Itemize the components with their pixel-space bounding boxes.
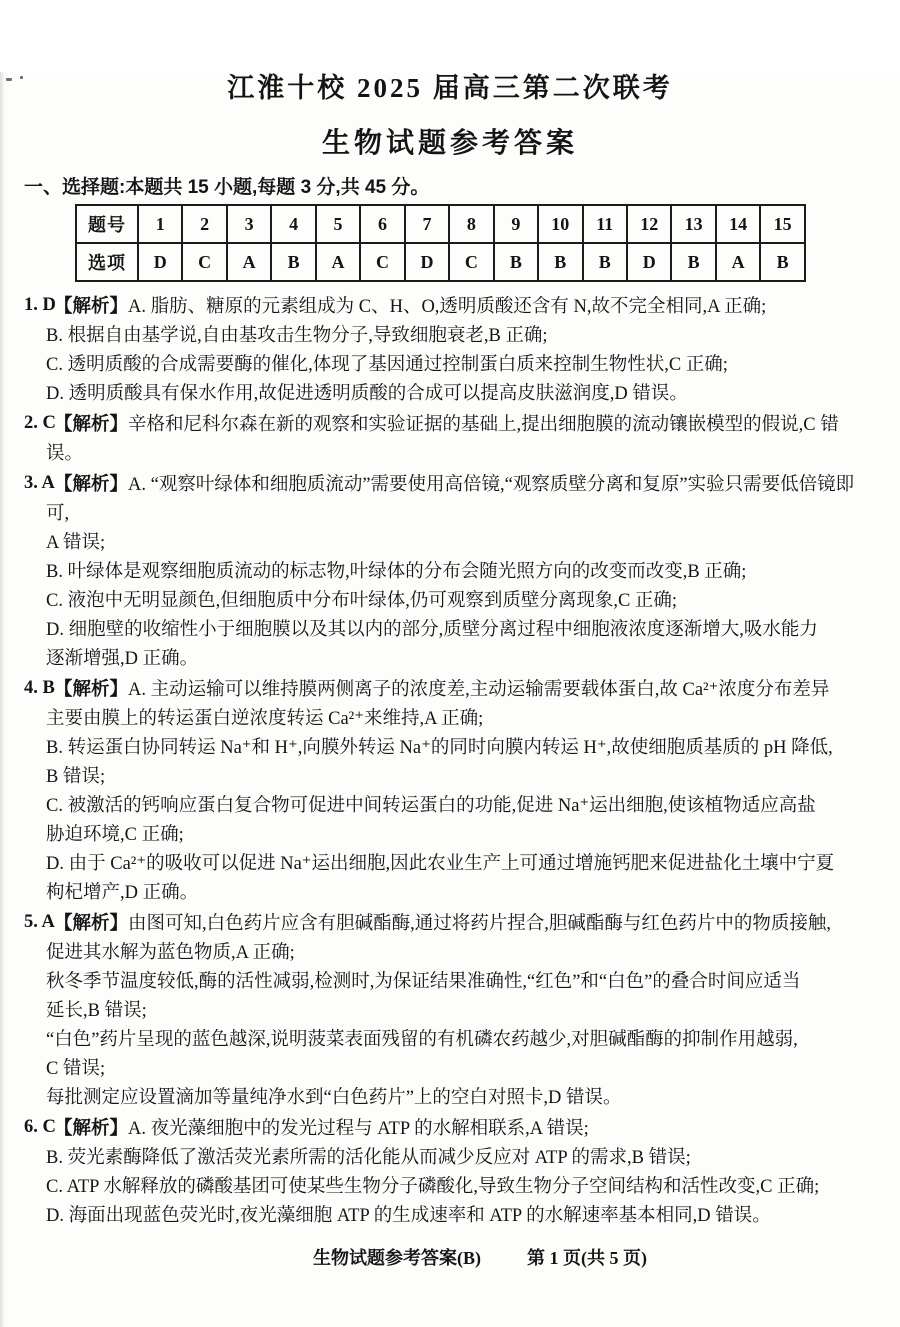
question-number-cell: 2: [182, 205, 226, 243]
answer-option-cell: C: [360, 243, 404, 281]
answer-option-cell: B: [671, 243, 715, 281]
footer-document-title: 生物试题参考答案(B): [313, 1248, 481, 1268]
explanation-item-label: 5. A: [24, 912, 55, 932]
analysis-tag: 【解析】: [54, 912, 129, 933]
explanation-line: D. 透明质酸具有保水作用,故促进透明质酸的合成可以提高皮肤滋润度,D 错误。: [46, 384, 688, 404]
question-number-cell: 14: [716, 205, 760, 243]
explanations-list: [24, 291, 874, 1231]
answer-option-cell: A: [316, 243, 360, 281]
question-number-cell: 15: [760, 205, 805, 243]
explanation-item-label: 6. C: [24, 1117, 56, 1137]
explanation-item: [24, 908, 874, 1113]
scan-speck: [6, 78, 12, 81]
answer-option-row: [76, 243, 805, 281]
explanation-line: B. 转运蛋白协同转运 Na⁺和 H⁺,向膜外转运 Na⁺的同时向膜内转运 H⁺,故使细胞质基质的 pH 降低,: [46, 738, 833, 758]
analysis-tag: 【解析】: [54, 678, 129, 699]
explanation-line: 【解析】辛格和尼科尔森在新的观察和实验证据的基础上,提出细胞膜的流动镶嵌模型的假说,C 错误。: [46, 413, 839, 464]
explanation-line: 逐渐增强,D 正确。: [46, 649, 199, 669]
document-page: [0, 72, 900, 1327]
question-number-cell: 8: [449, 205, 493, 243]
question-number-row-header: 题号: [76, 205, 138, 243]
explanation-line: C 错误;: [46, 1059, 106, 1079]
explanation-line: B. 荧光素酶降低了激活荧光素所需的活化能从而减少反应对 ATP 的需求,B 错误;: [46, 1148, 691, 1168]
explanation-item: [24, 291, 874, 409]
answer-option-cell: B: [538, 243, 582, 281]
explanation-item: [24, 674, 874, 908]
exam-title: 江淮十校 2025 届高三第二次联考: [227, 73, 673, 103]
explanation-line: 胁迫环境,C 正确;: [46, 825, 184, 845]
explanation-line: C. 被激活的钙响应蛋白复合物可促进中间转运蛋白的功能,促进 Na⁺运出细胞,使该植物适应高盐: [46, 796, 816, 816]
explanation-item: [24, 409, 874, 469]
explanation-line: 每批测定应设置滴加等量纯净水到“白色药片”上的空白对照卡,D 错误。: [46, 1088, 622, 1108]
explanation-line: 主要由膜上的转运蛋白逆浓度转运 Ca²⁺来维持,A 正确;: [46, 709, 484, 729]
question-number-row: [76, 205, 805, 243]
scan-speck: [20, 76, 23, 79]
answer-option-cell: D: [627, 243, 671, 281]
explanation-line: D. 细胞壁的收缩性小于细胞膜以及其以内的部分,质壁分离过程中细胞液浓度逐渐增大,吸水能力: [46, 620, 818, 640]
question-number-cell: 13: [671, 205, 715, 243]
explanation-line: B. 根据自由基学说,自由基攻击生物分子,导致细胞衰老,B 正确;: [46, 326, 548, 346]
page-footer: [0, 1244, 900, 1270]
explanation-line: 【解析】A. 夜光藻细胞中的发光过程与 ATP 的水解相联系,A 错误;: [54, 1117, 589, 1139]
explanation-line: A 错误;: [46, 533, 106, 553]
explanation-line: 【解析】A. 主动运输可以维持膜两侧离子的浓度差,主动运输需要载体蛋白,故 Ca²⁺浓度分布差异: [54, 678, 830, 700]
explanation-line: C. 透明质酸的合成需要酶的催化,体现了基因通过控制蛋白质来控制生物性状,C 正确;: [46, 355, 728, 375]
question-number-cell: 6: [360, 205, 404, 243]
answer-option-cell: A: [227, 243, 271, 281]
analysis-tag: 【解析】: [54, 473, 129, 494]
explanation-line: 秋冬季节温度较低,酶的活性减弱,检测时,为保证结果准确性,“红色”和“白色”的叠合时间应适当: [46, 972, 801, 992]
page-subtitle: 生物试题参考答案: [321, 127, 578, 158]
answer-table: [75, 204, 806, 282]
question-number-cell: 9: [494, 205, 538, 243]
question-number-cell: 10: [538, 205, 582, 243]
question-number-cell: 5: [316, 205, 360, 243]
answer-option-cell: B: [494, 243, 538, 281]
question-number-cell: 1: [138, 205, 182, 243]
explanation-line: C. 液泡中无明显颜色,但细胞质中分布叶绿体,仍可观察到质壁分离现象,C 正确;: [46, 591, 678, 611]
answer-option-cell: B: [583, 243, 627, 281]
explanation-line: D. 由于 Ca²⁺的吸收可以促进 Na⁺运出细胞,因此农业生产上可通过增施钙肥来促进盐化土壤中宁夏: [46, 854, 835, 874]
section-heading: 一、选择题:本题共 15 小题,每题 3 分,共 45 分。: [24, 177, 430, 198]
footer-page-number: 第 1 页(共 5 页): [527, 1248, 647, 1268]
explanation-item-label: 4. B: [24, 678, 55, 698]
answer-option-cell: C: [449, 243, 493, 281]
answer-option-row-header: 选项: [76, 243, 138, 281]
question-number-cell: 7: [405, 205, 449, 243]
explanation-line: 【解析】由图可知,白色药片应含有胆碱酯酶,通过将药片捏合,胆碱酯酶与红色药片中的物质接触,: [54, 912, 832, 934]
analysis-tag: 【解析】: [54, 413, 129, 434]
answer-option-cell: B: [760, 243, 805, 281]
explanation-line: 枸杞增产,D 正确。: [46, 883, 199, 903]
answer-option-cell: A: [716, 243, 760, 281]
explanation-line: “白色”药片呈现的蓝色越深,说明菠菜表面残留的有机磷农药越少,对胆碱酯酶的抑制作用越弱,: [46, 1030, 798, 1050]
analysis-tag: 【解析】: [54, 1117, 129, 1138]
explanation-line: B. 叶绿体是观察细胞质流动的标志物,叶绿体的分布会随光照方向的改变而改变,B 正确;: [46, 562, 747, 582]
analysis-tag: 【解析】: [54, 295, 129, 316]
answer-option-cell: C: [182, 243, 226, 281]
explanation-line: D. 海面出现蓝色荧光时,夜光藻细胞 ATP 的生成速率和 ATP 的水解速率基本相同,D 错误。: [46, 1206, 771, 1226]
explanation-line: 促进其水解为蓝色物质,A 正确;: [46, 943, 295, 963]
question-number-cell: 11: [583, 205, 627, 243]
question-number-cell: 3: [227, 205, 271, 243]
explanation-line: 延长,B 错误;: [46, 1001, 147, 1021]
answer-option-cell: D: [138, 243, 182, 281]
question-number-cell: 4: [271, 205, 315, 243]
question-number-cell: 12: [627, 205, 671, 243]
explanation-line: 【解析】A. “观察叶绿体和细胞质流动”需要使用高倍镜,“观察质壁分离和复原”实验只需要低倍镜即可,: [46, 473, 855, 524]
answer-option-cell: B: [271, 243, 315, 281]
explanation-item-label: 1. D: [24, 295, 56, 315]
explanation-item-label: 2. C: [24, 413, 56, 433]
explanation-item: [24, 469, 874, 674]
explanation-line: B 错误;: [46, 767, 106, 787]
explanation-item-label: 3. A: [24, 473, 55, 493]
explanation-line: C. ATP 水解释放的磷酸基团可使某些生物分子磷酸化,导致生物分子空间结构和活性改变,C 正确;: [46, 1177, 820, 1197]
explanation-line: 【解析】A. 脂肪、糖原的元素组成为 C、H、O,透明质酸还含有 N,故不完全相同,A 正确;: [54, 295, 767, 317]
answer-option-cell: D: [405, 243, 449, 281]
explanation-item: [24, 1113, 874, 1231]
